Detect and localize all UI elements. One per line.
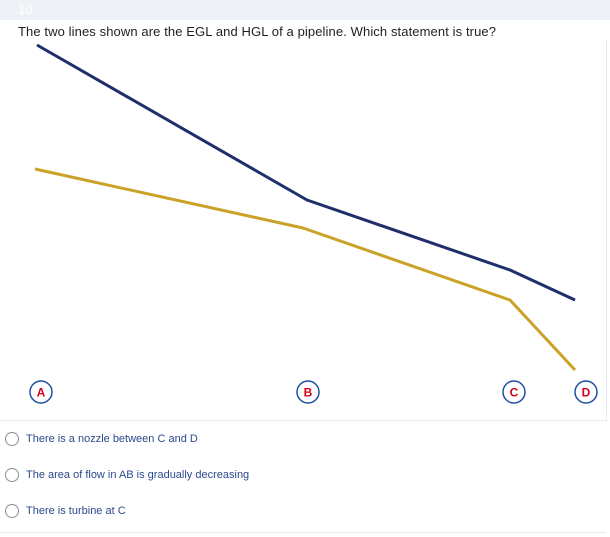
- question-number: 10: [18, 2, 33, 17]
- bottom-divider: [0, 532, 606, 533]
- point-label-d: D: [581, 385, 591, 400]
- energy-grade-line-diagram: [0, 40, 606, 420]
- point-label-b: B: [303, 385, 313, 400]
- answer-option-label[interactable]: The area of flow in AB is gradually decreasing: [26, 469, 250, 481]
- point-marker-d: [575, 381, 597, 403]
- answer-option[interactable]: [0, 468, 606, 504]
- point-marker-a: [30, 381, 52, 403]
- radio-button[interactable]: [5, 432, 19, 446]
- pipeline-figure: [0, 40, 607, 421]
- point-marker-c: [503, 381, 525, 403]
- egl-line: [37, 45, 575, 300]
- point-label-c: C: [509, 385, 519, 400]
- answer-options: [0, 432, 606, 537]
- point-label-a: A: [36, 385, 46, 400]
- answer-option[interactable]: [0, 432, 606, 468]
- answer-option-label[interactable]: There is a nozzle between C and D: [26, 433, 198, 445]
- question-text: The two lines shown are the EGL and HGL of a pipeline. Which statement is true?: [18, 24, 497, 39]
- radio-button[interactable]: [5, 504, 19, 518]
- answer-option-label[interactable]: There is turbine at C: [26, 505, 126, 517]
- question-header-bar: [0, 0, 610, 20]
- point-marker-b: [297, 381, 319, 403]
- radio-button[interactable]: [5, 468, 19, 482]
